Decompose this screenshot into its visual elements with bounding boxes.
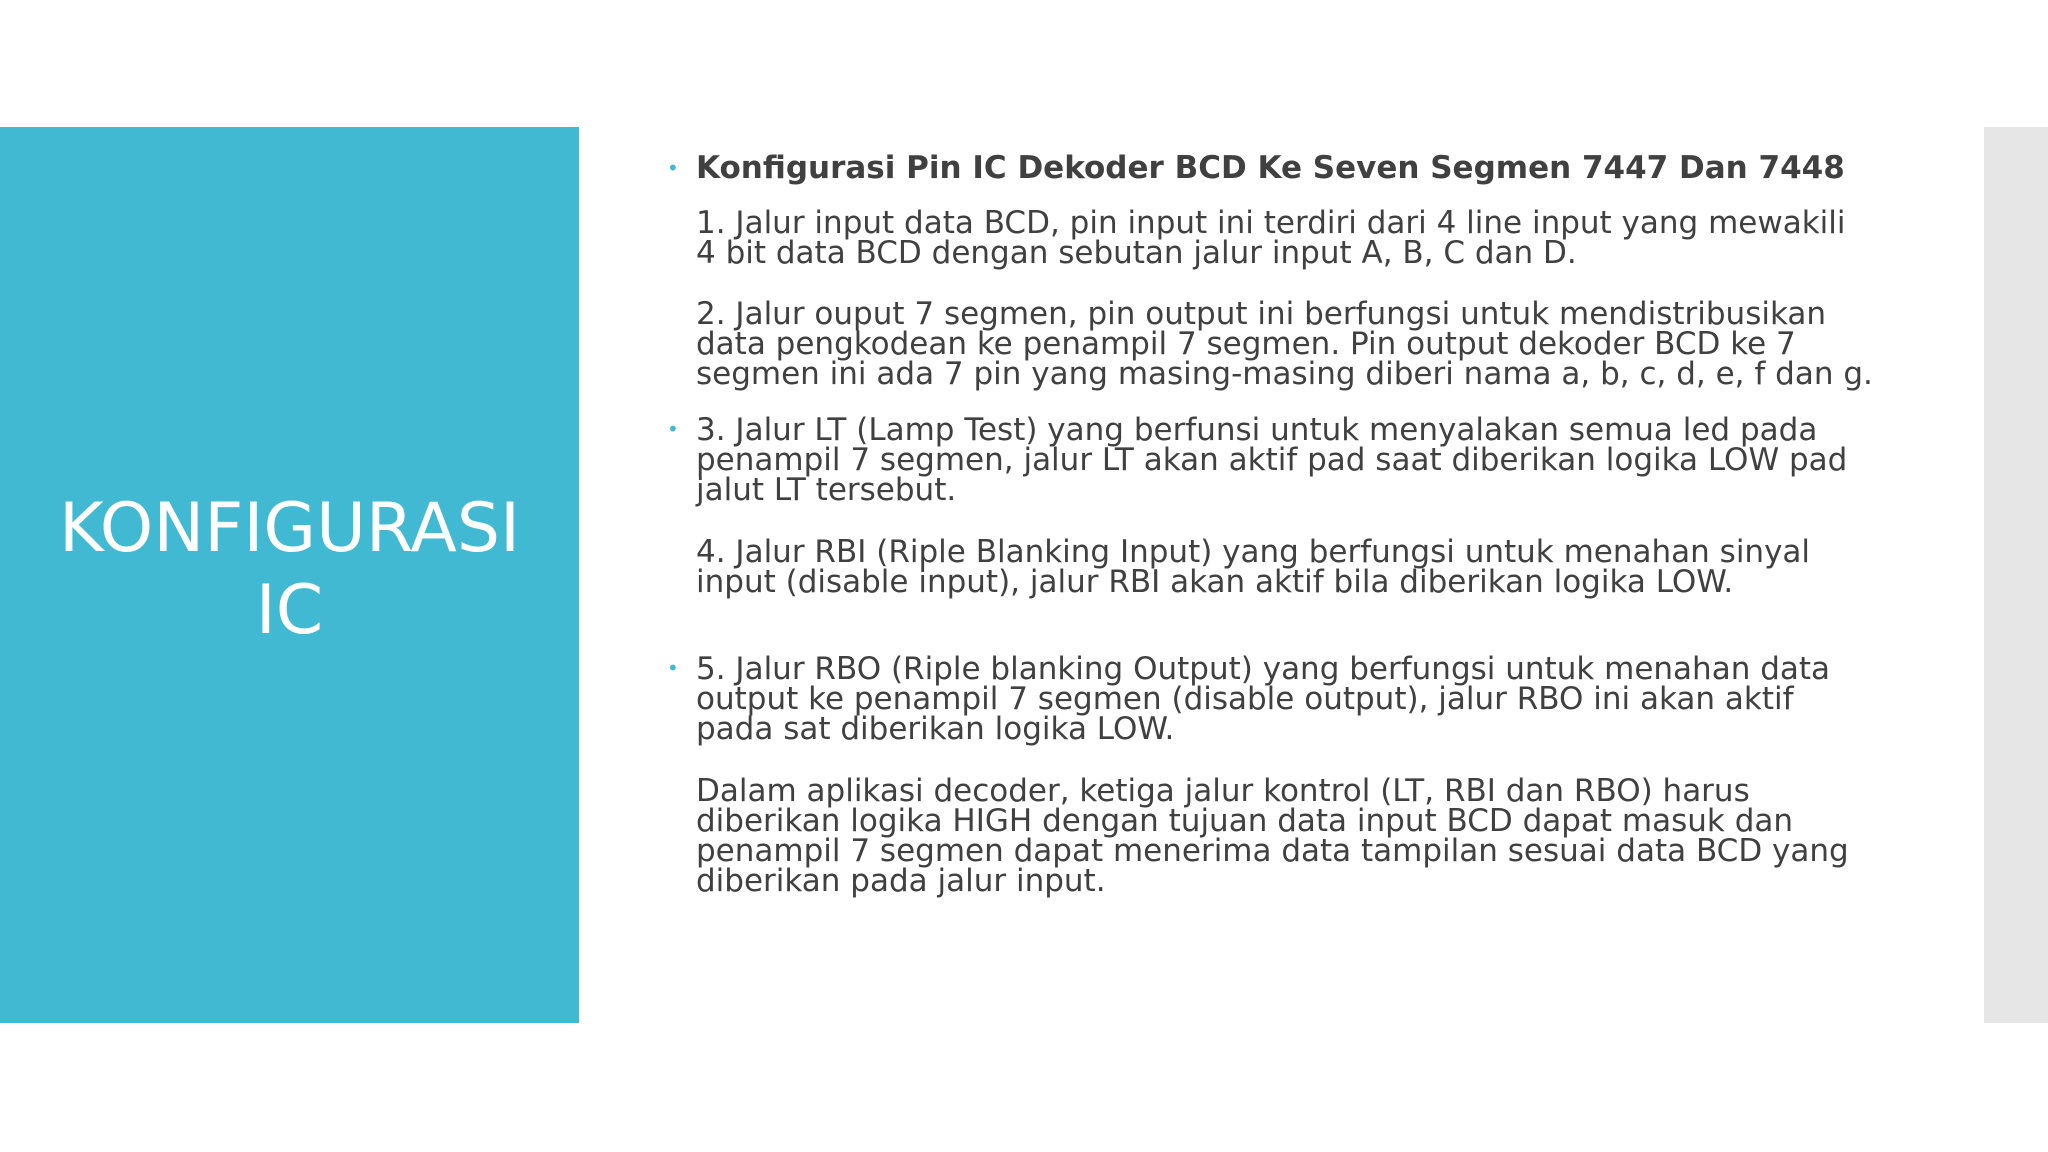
item-5: 5. Jalur RBO (Riple blanking Output) yang berfungsi untuk menahan data output ke penampil 7 segmen (disable output), jalur RBO ini akan aktif pada sat diberikan logika LOW.	[696, 651, 1831, 747]
bullet-icon: •	[667, 417, 679, 441]
content-area	[664, 148, 1874, 899]
content-heading: Konfigurasi Pin IC Dekoder BCD Ke Seven Segmen 7447 Dan 7448	[696, 150, 1845, 186]
slide-title-line-1: KONFIGURASI	[58, 489, 521, 568]
item-2: 2. Jalur ouput 7 segmen, pin output ini berfungsi untuk mendistribusikan data pengkodean ke penampil 7 segmen. Pin output dekoder BCD ke 7 segmen ini ada 7 pin yang masing-masing diberi nama a, b, c, d, e, f dan g.	[696, 296, 1873, 392]
item-4: 4. Jalur RBI (Riple Blanking Input) yang berfungsi untuk menahan sinyal input (disable input), jalur RBI akan aktif bila diberikan logika LOW.	[696, 534, 1811, 600]
right-edge-strip	[1984, 127, 2048, 1023]
bullet-icon: •	[667, 656, 679, 680]
bullet-block-heading	[664, 148, 1874, 392]
bullet-block-lt	[664, 412, 1874, 600]
slide-title	[0, 488, 579, 652]
closing-paragraph: Dalam aplikasi decoder, ketiga jalur kontrol (LT, RBI dan RBO) harus diberikan logika HIGH dengan tujuan data input BCD dapat masuk dan penampil 7 segmen dapat menerima data tampilan sesuai data BCD yang diberikan pada jalur input.	[696, 773, 1849, 899]
item-1: 1. Jalur input data BCD, pin input ini terdiri dari 4 line input yang mewakili 4 bit data BCD dengan sebutan jalur input A, B, C dan D.	[696, 205, 1846, 271]
item-3: 3. Jalur LT (Lamp Test) yang berfunsi untuk menyalakan semua led pada penampil 7 segmen, jalur LT akan aktif pad saat diberikan logika LOW pad jalut LT tersebut.	[696, 412, 1848, 508]
bullet-block-rbo	[664, 651, 1874, 899]
bullet-icon: •	[667, 156, 679, 180]
slide-title-line-2: IC	[255, 571, 324, 650]
